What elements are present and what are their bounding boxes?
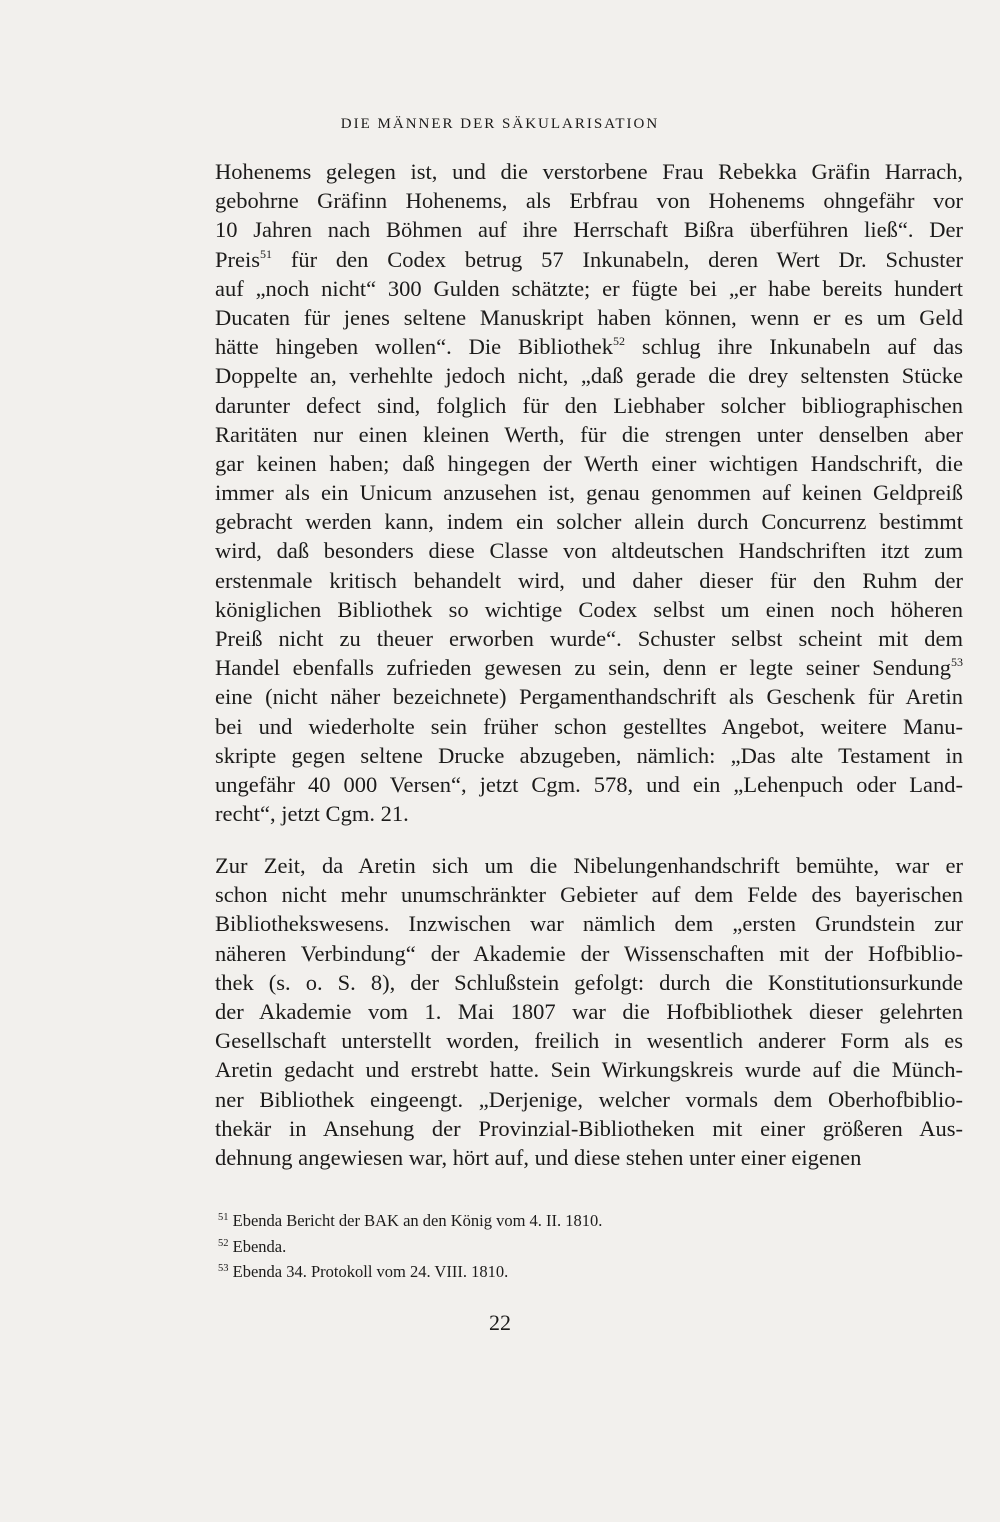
text-run: Aretin gedacht und erstrebt hatte. Sein Wirkungskreis wurde auf die Münch- bbox=[215, 1057, 963, 1083]
text-run: erstenmale kritisch behandelt wird, und daher dieser für den Ruhm der bbox=[215, 567, 963, 593]
text-line bbox=[215, 449, 963, 478]
text-run: Preiß nicht zu theuer erworben wurde“. Schuster selbst scheint mit dem bbox=[215, 626, 963, 651]
text-line bbox=[215, 741, 963, 770]
text-run: 10 Jahren nach Böhmen auf ihre Herrschaft Bißra überführen ließ“. Der bbox=[215, 217, 963, 243]
text-line bbox=[215, 361, 963, 390]
text-run: thekär in Ansehung der Provinzial-Bibliotheken mit einer größeren Aus- bbox=[215, 1115, 963, 1141]
text-line bbox=[215, 332, 963, 361]
text-line bbox=[215, 682, 963, 711]
text-line bbox=[215, 215, 963, 244]
text-line bbox=[215, 997, 963, 1026]
running-head: DIE MÄNNER DER SÄKULARISATION bbox=[340, 116, 660, 132]
text-run: für den Codex betrug 57 Inkunabeln, deren Wert Dr. Schuster bbox=[272, 246, 963, 272]
text-run: Ducaten für jenes seltene Manuskript haben können, wenn er es um Geld bbox=[215, 304, 963, 330]
text-run: gebohrne Gräfinn Hohenems, als Erbfrau von Hohenems ohngefähr vor bbox=[215, 188, 963, 214]
footnote-number: 52 bbox=[218, 1237, 229, 1249]
text-run: näheren Verbindung“ der Akademie der Wissenschaften mit der Hofbiblio- bbox=[215, 940, 963, 966]
text-run: Zur Zeit, da Aretin sich um die Nibelungenhandschrift bemühte, war er bbox=[215, 853, 963, 878]
page-number: 22 bbox=[489, 1310, 511, 1335]
text-run: wird, daß besonders diese Classe von altdeutschen Handschriften itzt zum bbox=[215, 538, 963, 564]
text-line bbox=[215, 566, 963, 595]
text-line bbox=[215, 536, 963, 565]
text-line bbox=[215, 909, 963, 938]
text-line bbox=[215, 624, 963, 653]
text-line bbox=[215, 880, 963, 909]
text-run: Raritäten nur einen kleinen Werth, für die strengen unter denselben aber bbox=[215, 421, 963, 447]
footnote bbox=[218, 1208, 958, 1234]
footnote-number: 53 bbox=[218, 1263, 229, 1274]
text-line bbox=[215, 770, 963, 799]
text-run: königlichen Bibliothek so wichtige Codex selbst um einen noch höheren bbox=[215, 596, 963, 622]
text-line bbox=[215, 1143, 963, 1172]
text-run: auf „noch nicht“ 300 Gulden schätzte; er fügte bei „er habe bereits hundert bbox=[215, 275, 963, 301]
footnote-text: Ebenda 34. Protokoll vom 24. VIII. 1810. bbox=[228, 1262, 509, 1281]
text-run: Bibliothekswesens. Inzwischen war nämlich dem „ersten Grundstein zur bbox=[215, 911, 963, 937]
text-run: schon nicht mehr unumschränkter Gebieter auf dem Felde des bayerischen bbox=[215, 882, 963, 908]
body-paragraph-2 bbox=[215, 851, 963, 1172]
text-run: ner Bibliothek eingeengt. „Derjenige, welcher vormals dem Oberhofbiblio- bbox=[215, 1086, 963, 1112]
text-line bbox=[215, 968, 963, 997]
text-line bbox=[215, 1114, 963, 1143]
text-run: schlug ihre Inkunabeln auf das bbox=[625, 334, 963, 360]
text-run: ungefähr 40 000 Versen“, jetzt Cgm. 578, und ein „Lehenpuch oder Land- bbox=[215, 771, 963, 797]
text-run: darunter defect sind, folglich für den Liebhaber solcher bibliographischen bbox=[215, 392, 963, 418]
footnote-ref: 51 bbox=[260, 246, 272, 261]
footnotes bbox=[218, 1208, 958, 1285]
text-run: hätte hingeben wollen“. Die Bibliothek bbox=[215, 334, 613, 360]
text-line bbox=[215, 391, 963, 420]
text-run: Gesellschaft unterstellt worden, freilich in wesentlich anderer Form als es bbox=[215, 1028, 963, 1054]
text-line bbox=[215, 303, 963, 332]
text-line bbox=[215, 1085, 963, 1114]
text-line bbox=[215, 420, 963, 449]
text-line bbox=[215, 595, 963, 624]
text-run: recht“, jetzt Cgm. 21. bbox=[215, 801, 409, 827]
text-line bbox=[215, 712, 963, 741]
footnote-text: Ebenda Bericht der BAK an den König vom 4. II. 1810. bbox=[228, 1211, 603, 1230]
text-line bbox=[215, 1026, 963, 1055]
text-run: Preis bbox=[215, 246, 260, 272]
text-line bbox=[215, 157, 963, 186]
text-run: der Akademie vom 1. Mai 1807 war die Hofbibliothek dieser gelehrten bbox=[215, 998, 963, 1024]
text-line bbox=[215, 1055, 963, 1084]
text-line bbox=[215, 653, 963, 682]
footnote-ref: 52 bbox=[613, 334, 625, 349]
text-run: thek (s. o. S. 8), der Schlußstein gefolgt: durch die Konstitutionsurkunde bbox=[215, 969, 963, 995]
text-run: skripte gegen seltene Drucke abzugeben, nämlich: „Das alte Testament in bbox=[215, 742, 963, 768]
text-line bbox=[215, 851, 963, 880]
text-run: eine (nicht näher bezeichnete) Pergamenthandschrift als Geschenk für Aretin bbox=[215, 684, 963, 710]
text-run: immer als ein Unicum anzusehen ist, genau genommen auf keinen Geldpreiß bbox=[215, 480, 963, 506]
text-line bbox=[215, 939, 963, 968]
text-line bbox=[215, 799, 963, 828]
text-line bbox=[215, 478, 963, 507]
footnote-ref: 53 bbox=[951, 655, 963, 670]
body-paragraph-1 bbox=[215, 157, 963, 828]
text-run: Hohenems gelegen ist, und die verstorbene Frau Rebekka Gräfin Harrach, bbox=[215, 159, 963, 184]
footnote bbox=[218, 1259, 958, 1285]
text-run: Doppelte an, verhehlte jedoch nicht, „daß gerade die drey seltensten Stücke bbox=[215, 363, 963, 389]
text-run: dehnung angewiesen war, hört auf, und diese stehen unter einer eigenen bbox=[215, 1144, 862, 1170]
text-run: gebracht werden kann, indem ein solcher allein durch Concurrenz bestimmt bbox=[215, 509, 963, 535]
text-line bbox=[215, 507, 963, 536]
footnote-number: 51 bbox=[218, 1212, 229, 1223]
footnote bbox=[218, 1234, 958, 1260]
text-line bbox=[215, 245, 963, 274]
text-line bbox=[215, 274, 963, 303]
text-run: Handel ebenfalls zufrieden gewesen zu sein, denn er legte seiner Sendung bbox=[215, 655, 951, 681]
text-line bbox=[215, 186, 963, 215]
text-run: gar keinen haben; daß hingegen der Werth einer wichtigen Handschrift, die bbox=[215, 450, 963, 476]
footnote-text: Ebenda. bbox=[228, 1236, 287, 1256]
text-run: bei und wiederholte sein früher schon gestelltes Angebot, weitere Manu- bbox=[215, 713, 963, 739]
